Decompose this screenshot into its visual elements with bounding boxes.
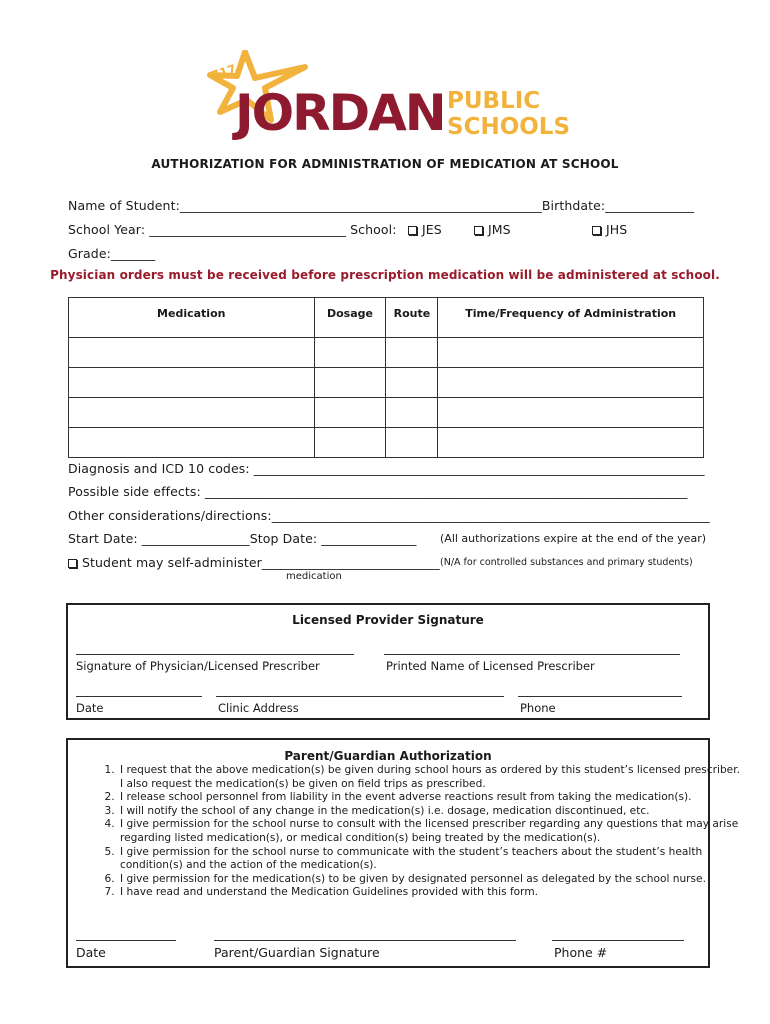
list-item: 3. I will notify the school of any change in the medication(s) i.e. dosage, medication discontinued, etc. [118,805,746,819]
table-cell[interactable] [386,398,438,428]
checkbox-icon [474,226,483,235]
parent-date-line[interactable] [76,940,176,941]
table-row [69,428,704,458]
provider-date-label: Date [76,701,104,715]
table-cell[interactable] [438,368,704,398]
logo-schools: SCHOOLS [447,114,570,140]
other-considerations-field[interactable]: Other considerations/directions:_____________________________________________________________________ [68,508,710,523]
col-dosage: Dosage [314,298,386,338]
logo-name: JORDAN [235,84,445,140]
medication-table [68,297,704,458]
medication-caption: medication [286,571,342,582]
table-cell[interactable] [69,428,315,458]
checkbox-icon [592,226,601,235]
printed-name-line[interactable] [384,654,680,655]
table-cell[interactable] [438,338,704,368]
table-cell[interactable] [69,368,315,398]
parent-heading: Parent/Guardian Authorization [284,749,492,763]
clinic-address-label: Clinic Address [218,701,299,715]
table-cell[interactable] [314,338,386,368]
grade-field[interactable]: Grade:_______ [68,246,156,261]
parent-signature-line[interactable] [214,940,516,941]
physician-notice: Physician orders must be received before prescription medication will be administered at school. [50,268,720,282]
provider-heading: Licensed Provider Signature [292,613,484,627]
school-logo [205,50,570,140]
school-option-jhs[interactable]: JHS [592,222,627,237]
table-cell[interactable] [386,338,438,368]
parent-phone-line[interactable] [552,940,684,941]
col-medication: Medication [69,298,315,338]
list-item: 2. I release school personnel from liability in the event adverse reactions result from taking the medication(s). [118,791,746,805]
table-cell[interactable] [69,398,315,428]
school-year-field[interactable]: School Year: _______________________________ School: [68,222,397,237]
diagnosis-field[interactable]: Diagnosis and ICD 10 codes: _______________________________________________________________________ [68,461,705,476]
list-item: 1. I request that the above medication(s) be given during school hours as ordered by this student’s licensed prescriber. I also request the medication(s) be given on field trips as prescribed. [118,764,746,791]
table-row [69,338,704,368]
physician-signature-label: Signature of Physician/Licensed Prescriber [76,659,320,673]
col-time-frequency: Time/Frequency of Administration [438,298,704,338]
table-cell[interactable] [386,428,438,458]
authorization-terms-list [74,764,746,900]
table-cell[interactable] [438,428,704,458]
list-item: 4. I give permission for the school nurse to consult with the licensed prescriber regarding any questions that may arise regarding listed medication(s), or medical condition(s) being treated by the medication(s). [118,818,746,845]
provider-phone-label: Phone [520,701,556,715]
table-cell[interactable] [314,368,386,398]
col-route: Route [386,298,438,338]
provider-date-line[interactable] [76,696,202,697]
list-item: 6. I give permission for the medication(s) to be given by designated personnel as delegated by the school nurse. [118,873,746,887]
table-cell[interactable] [386,368,438,398]
school-option-jes[interactable]: JES [408,222,442,237]
physician-signature-line[interactable] [76,654,354,655]
table-row [69,368,704,398]
logo-star-text: 717 [209,61,238,83]
table-header-row [69,298,704,338]
checkbox-icon [68,559,77,568]
expire-note: (All authorizations expire at the end of the year) [440,532,707,545]
table-cell[interactable] [438,398,704,428]
clinic-address-line[interactable] [216,696,504,697]
provider-signature-section [66,603,710,720]
checkbox-icon [408,226,417,235]
self-administer-option[interactable]: Student may self-administer____________________________ [68,555,440,570]
form-title: AUTHORIZATION FOR ADMINISTRATION OF MEDICATION AT SCHOOL [151,157,619,171]
parent-signature-label: Parent/Guardian Signature [214,945,380,960]
side-effects-field[interactable]: Possible side effects: ____________________________________________________________________________ [68,484,688,499]
provider-phone-line[interactable] [518,696,682,697]
school-option-jms[interactable]: JMS [474,222,511,237]
self-administer-note: (N/A for controlled substances and primary students) [440,557,693,568]
table-cell[interactable] [314,428,386,458]
table-cell[interactable] [314,398,386,428]
list-item: 5. I give permission for the school nurse to communicate with the student’s teachers about the student’s health condition(s) and the action of the medication(s). [118,846,746,873]
start-stop-date-field[interactable]: Start Date: _________________Stop Date: _______________ [68,531,417,546]
star-icon [205,50,570,140]
printed-name-label: Printed Name of Licensed Prescriber [386,659,595,673]
list-item: 7. I have read and understand the Medication Guidelines provided with this form. [118,886,746,900]
table-row [69,398,704,428]
parent-phone-label: Phone # [554,945,608,960]
parent-date-label: Date [76,945,106,960]
table-cell[interactable] [69,338,315,368]
student-name-field[interactable]: Name of Student:_________________________________________________________Birthdate:______________ [68,198,695,213]
logo-public: PUBLIC [447,88,541,114]
